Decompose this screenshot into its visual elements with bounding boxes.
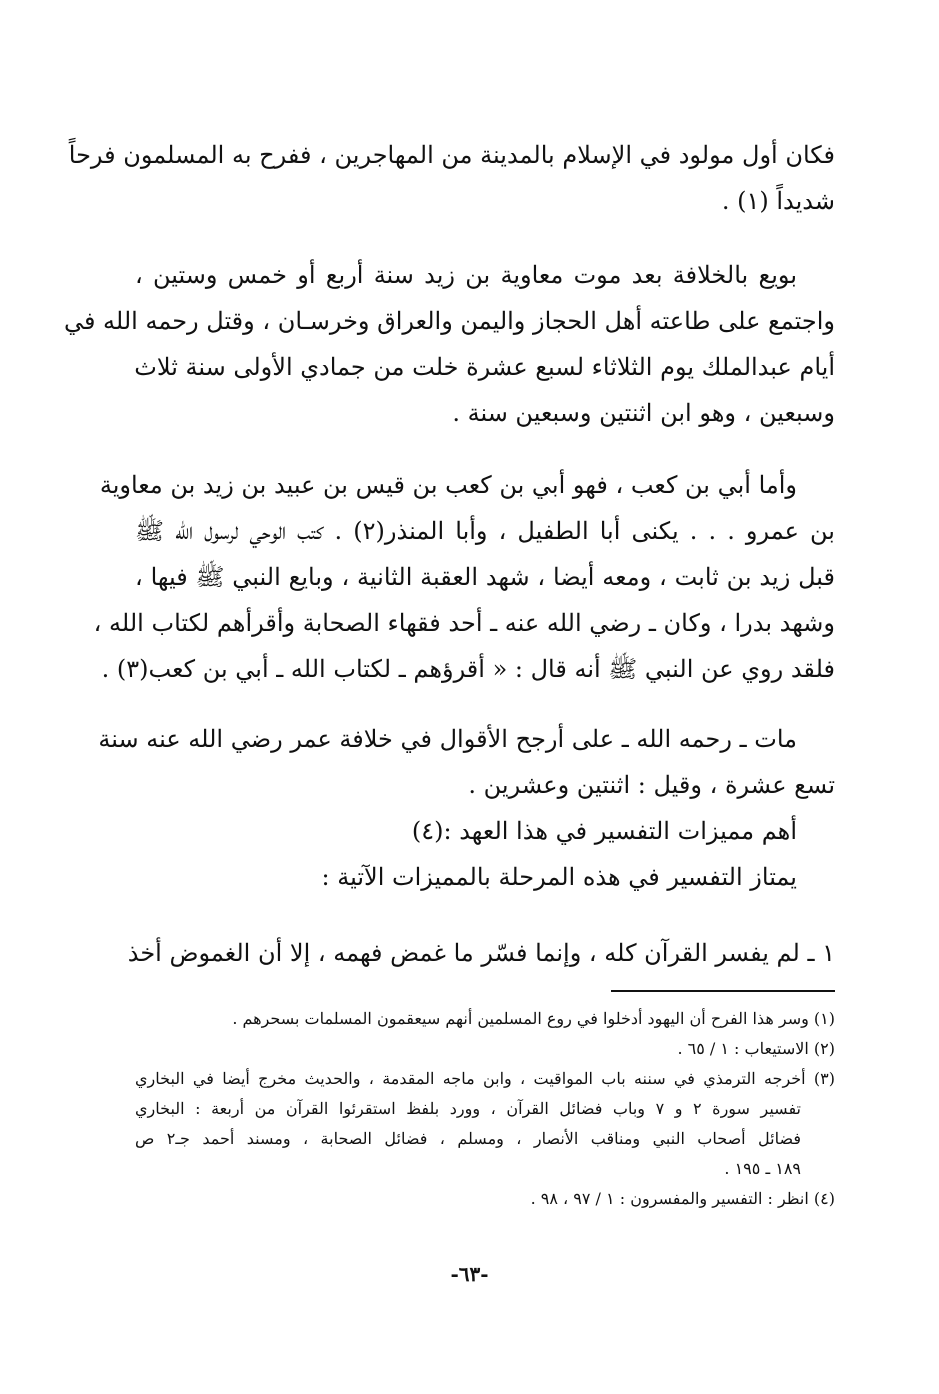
footnote-1: (١) وسر هذا الفرح أن اليهود أدخلوا في روع المسلمين أنهم سيعقمون المسلمات بسحرهم . <box>232 1009 835 1028</box>
text-line: بن عمرو . . . يكنى أبا الطفيل ، وأبا المنذر(٢) . كتب الوحي لرسول الله ﷺ <box>135 517 835 545</box>
text-line: قبل زيد بن ثابت ، ومعه أيضا ، شهد العقبة الثانية ، وبايع النبي ﷺ فيها ، <box>135 563 835 591</box>
footnote-4: (٤) انظر : التفسير والمفسرون : ١ / ٩٧ ، ٩٨ . <box>530 1189 835 1208</box>
footnotes <box>135 1004 835 1214</box>
page-number: -٦٣- <box>450 1262 489 1286</box>
footnote-3-cont: ١٨٩ ـ ١٩٥ . <box>724 1159 801 1178</box>
paragraph-4 <box>98 716 835 900</box>
text-line: وأما أبي بن كعب ، فهو أبي بن كعب بن قيس بن عبيد بن زيد بن معاوية <box>99 471 797 499</box>
text-line: وسبعين ، وهو ابن اثنتين وسبعين سنة . <box>452 399 835 427</box>
text-line: واجتمع على طاعته أهل الحجاز واليمن والعراق وخرسـان ، وقتل رحمه الله في <box>63 307 835 335</box>
footnote-2: (٢) الاستيعاب : ١ / ٦٥ . <box>677 1039 835 1058</box>
footnote-3: (٣) أخرجه الترمذي في سننه باب المواقيت ، وابن ماجه المقدمة ، والحديث مخرج أيضا في البخاري <box>135 1069 835 1088</box>
paragraph-5 <box>127 930 835 976</box>
footnote-separator <box>611 990 835 992</box>
text-line: تسع عشرة ، وقيل : اثنتين وعشرين . <box>468 771 835 799</box>
text-line: ١ ـ لم يفسر القرآن كله ، وإنما فسّر ما غمض فهمه ، إلا أن الغموض أخذ <box>127 939 835 967</box>
text-line: فلقد روي عن النبي ﷺ أنه قال : « أقرؤهم ـ لكتاب الله ـ أبي بن كعب(٣) . <box>101 655 835 683</box>
section-heading: أهم مميزات التفسير في هذا العهد :(٤) <box>411 817 797 845</box>
text-line: وشهد بدرا ، وكان ـ رضي الله عنه ـ أحد فقهاء الصحابة وأقرأهم لكتاب الله ، <box>93 609 835 637</box>
text-line: مات ـ رحمه الله ـ على أرجح الأقوال في خلافة عمر رضي الله عنه سنة <box>98 725 797 753</box>
text-line: بويع بالخلافة بعد موت معاوية بن زيد سنة أربع أو خمس وستين ، <box>135 261 797 289</box>
paragraph-3 <box>93 462 835 692</box>
footnote-3-cont: فضائل أصحاب النبي ومناقب الأنصار ، ومسلم ، فضائل الصحابة ، ومسند أحمد جـ٢ ص <box>135 1129 801 1148</box>
text-line: يمتاز التفسير في هذه المرحلة بالمميزات الآتية : <box>321 863 797 891</box>
text-line: شديداً (١) . <box>721 187 835 215</box>
paragraph-2 <box>63 252 835 436</box>
text-line: فكان أول مولود في الإسلام بالمدينة من المهاجرين ، ففرح به المسلمون فرحاً <box>68 141 835 169</box>
text-line: أيام عبدالملك يوم الثلاثاء لسبع عشرة خلت من جمادي الأولى سنة ثلاث <box>134 353 835 381</box>
paragraph-1 <box>68 132 835 224</box>
footnote-3-cont: تفسير سورة ٢ و ٧ وباب فضائل القرآن ، وورد بلفظ استقرئوا القرآن من أربعة : البخاري <box>135 1099 801 1118</box>
